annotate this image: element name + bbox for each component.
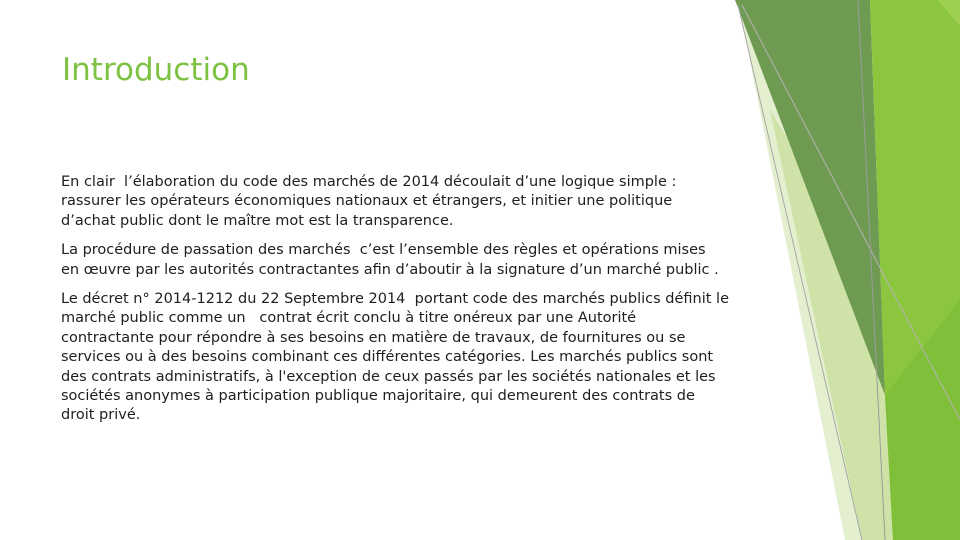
- paragraph-introduction: En clair l’élaboration du code des marchés de 2014 découlait d’une logique simple : rassurer les opérateurs économiques nationaux et étrangers, et initier une politique d’achat public dont le maître mot est la transparence.: [61, 174, 681, 229]
- slide-body: [61, 173, 734, 436]
- paragraph-decree: Le décret n° 2014-1212 du 22 Septembre 2014 portant code des marchés publics définit le marché public comme un contrat écrit conclu à titre onéreux par une Autorité contractante pour répondre à ses besoins en matière de travaux, de fournitures ou se services ou à des besoins combinant ces différentes catégories. Les marchés publics sont des contrats administratifs, à l'exception de ceux passés par les sociétés nationales et les sociétés anonymes à participation publique majoritaire, qui demeurent des contrats de droit privé.: [61, 291, 734, 424]
- slide-title: Introduction: [62, 52, 250, 88]
- paragraph-procedure: La procédure de passation des marchés c’est l’ensemble des règles et opérations mises en œuvre par les autorités contractantes afin d’aboutir à la signature d’un marché public .: [61, 242, 719, 278]
